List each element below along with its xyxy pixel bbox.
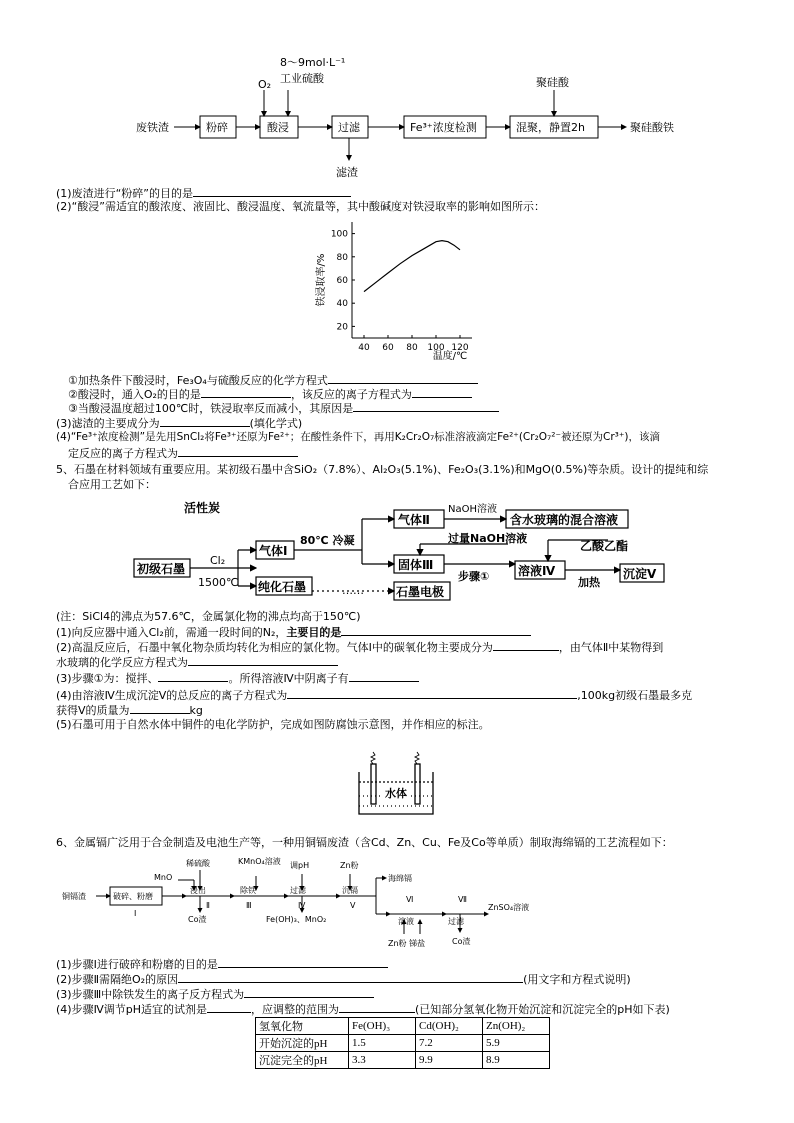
- flow2-graphite: 初级石墨: [137, 562, 186, 576]
- x-tick-label: 120: [451, 343, 469, 353]
- series-line: [364, 241, 460, 292]
- flow3-r7: Ⅶ: [458, 895, 467, 904]
- flow2-step: 步骤①: [458, 570, 490, 583]
- flow1-residue: 滤渣: [336, 166, 358, 179]
- flow1-step2: 酸浸: [267, 121, 289, 134]
- q6-intro: 6、金属镉广泛用于合金制造及电池生产等，一种用铜镉废渣（含Cd、Zn、Cu、Fe及Co等单质）制取海绵镉的工艺流程如下：: [56, 836, 673, 849]
- flow2-dots: ……: [342, 584, 364, 597]
- flow3-r2: Ⅱ: [206, 901, 210, 910]
- x-tick-label: 100: [427, 343, 445, 353]
- y-tick-label: 100: [330, 229, 348, 240]
- q6-part1: (1)步骤Ⅰ进行破碎和粉磨的目的是: [56, 957, 388, 971]
- flow2-glass: 含水玻璃的混合溶液: [510, 513, 619, 527]
- table-cell: 7.2: [416, 1035, 483, 1052]
- flow3-zn: Zn粉: [340, 861, 359, 870]
- flow2-sol4: 溶液Ⅳ: [518, 564, 556, 578]
- leaching-rate-chart: [312, 216, 482, 364]
- flow3-mno: MnO: [154, 873, 173, 882]
- flowchart-cadmium: [60, 852, 530, 960]
- q4-sub1: ①加热条件下酸浸时，Fe₃O₄与硫酸反应的化学方程式: [68, 373, 478, 387]
- q5-part2c: 水玻璃的化学反应方程式为: [56, 655, 338, 669]
- flow3-s6: 溶液: [398, 917, 414, 926]
- table-row: [256, 1035, 550, 1052]
- q4-part3: (3)滤渣的主要成分为 (填化学式): [56, 417, 303, 430]
- flow2-carbon: 活性炭: [184, 501, 221, 515]
- table-cell: 5.9: [483, 1035, 550, 1052]
- q4-part1: (1)废渣进行“粉碎”的目的是: [56, 186, 351, 200]
- flow1-input: 废铁渣: [136, 121, 169, 134]
- q4-part4b: 定反应的离子方程式为: [68, 446, 298, 460]
- q4-part2: (2)“酸浸”需适宜的酸浓度、液固比、酸浸温度、氧流量等，其中酸碱度对铁浸取率的影响如图所示：: [56, 200, 545, 213]
- q6-part3: (3)步骤Ⅲ中除铁发生的离子反方程式为: [56, 987, 374, 1001]
- flow2-naoh2: 过量NaOH溶液: [448, 532, 528, 545]
- q4-part4: (4)“Fe³⁺浓度检测”是先用SnCl₂将Fe³⁺还原为Fe²⁺；在酸性条件下，再用K₂Cr₂O₇标准溶液滴定Fe²⁺(Cr₂O₇²⁻被还原为Cr³⁺)，该滴: [56, 431, 661, 443]
- flow3-r1: Ⅰ: [134, 909, 137, 918]
- hydroxide-ph-table: [255, 1017, 550, 1069]
- y-tick-label: 80: [336, 252, 348, 263]
- flow2-electrode: 石墨电极: [396, 585, 445, 599]
- flow3-znso4: ZnSO₄溶液: [488, 903, 530, 912]
- flow2-cool: 80℃ 冷凝: [300, 534, 355, 547]
- x-tick-label: 60: [382, 343, 394, 353]
- flow3-fe: Fe(OH)₃、MnO₂: [266, 915, 327, 924]
- flow3-feed: 铜镉渣: [62, 892, 86, 901]
- q5-part4: (4)由溶液Ⅳ生成沉淀Ⅴ的总反应的离子方程式为 ,100kg初级石墨最多克: [56, 689, 693, 702]
- flow3-ph: 调pH: [290, 861, 310, 870]
- flow2-solid3: 固体Ⅲ: [398, 558, 434, 572]
- q4-sub2: ②酸浸时，通入O₂的目的是 ，该反应的离子方程式为: [68, 387, 472, 401]
- flow3-co2: Co渣: [452, 937, 471, 946]
- flow3-s7: 过滤: [448, 917, 464, 926]
- flow3-s5: 沉镉: [342, 886, 358, 895]
- flow2-prec5: 沉淀Ⅴ: [623, 567, 657, 581]
- flow1-additive: 聚硅酸: [536, 76, 569, 89]
- q5-part5: (5)石墨可用于自然水体中铜件的电化学防护，完成如图防腐蚀示意图，并作相应的标注。: [56, 718, 490, 731]
- flow3-znsalt: Zn粉 锑盐: [388, 939, 426, 948]
- flow1-output: 聚硅酸铁: [630, 121, 674, 134]
- flow3-s1: 破碎、粉磨: [113, 892, 153, 901]
- flow2-gas1: 气体Ⅰ: [259, 544, 288, 558]
- q5-part2: (2)高温反应后，石墨中氧化物杂质均转化为相应的氯化物。气体Ⅰ中的碳氧化物主要成分为 ，由气体Ⅱ中某物得到: [56, 641, 664, 654]
- flow3-h2so4: 稀硫酸: [186, 859, 210, 868]
- y-axis-label: 铁浸取率/%: [316, 253, 327, 307]
- flow2-pure: 纯化石墨: [258, 580, 307, 594]
- flow3-s3: 除铁: [240, 886, 256, 895]
- table-header-cell: Zn(OH)₂: [483, 1018, 550, 1035]
- q5-part3: (3)步骤①为：搅拌、 。所得溶液Ⅳ中阴离子有: [56, 671, 419, 685]
- y-tick-label: 20: [336, 322, 348, 333]
- cell-water-label: 水体: [385, 787, 407, 800]
- x-axis-label: 温度/℃: [432, 351, 468, 362]
- flow1-step1: 粉碎: [206, 121, 228, 134]
- flow1-conc: 8～9mol·L⁻¹: [280, 56, 346, 69]
- flow1-step5: 混聚，静置2h: [516, 121, 585, 134]
- flow1-o2: O₂: [258, 78, 272, 91]
- table-header-row: [256, 1018, 550, 1035]
- q5-part1: (1)向反应器中通入Cl₂前，需通一段时间的N₂，主要目的是: [56, 625, 531, 639]
- table-cell: 沉淀完全的pH: [256, 1052, 349, 1069]
- q6-part4: (4)步骤Ⅳ调节pH适宜的试剂是 ，应调整的范围为 (已知部分氢氧化物开始沉淀和沉淀完全的pH如下表): [56, 1003, 670, 1016]
- flow3-kmno4: KMnO₄溶液: [238, 857, 281, 866]
- table-header-cell: 氢氧化物: [256, 1018, 349, 1035]
- table-row: [256, 1052, 550, 1069]
- table-cell: 8.9: [483, 1052, 550, 1069]
- flow3-r4: Ⅳ: [298, 901, 306, 910]
- corrosion-protection-diagram: [355, 752, 437, 818]
- flow3-r5: Ⅴ: [350, 901, 356, 910]
- table-cell: 9.9: [416, 1052, 483, 1069]
- flowchart-poly-silicate-iron: [120, 52, 700, 187]
- flow3-s2: 浸出: [190, 886, 206, 895]
- table-header-cell: Cd(OH)₂: [416, 1018, 483, 1035]
- flow1-step4: Fe³⁺浓度检测: [410, 121, 477, 134]
- flow2-cl2: Cl₂: [210, 554, 226, 567]
- table-cell: 3.3: [349, 1052, 416, 1069]
- flow2-temp: 1500℃: [198, 576, 239, 589]
- q5-part4c: 获得Ⅴ的质量为 kg: [56, 704, 203, 717]
- q4-sub3: ③当酸浸温度超过100℃时，铁浸取率反而减小，其原因是: [68, 401, 499, 415]
- flow3-sponge: 海绵镉: [388, 874, 412, 883]
- flow3-r3: Ⅲ: [246, 901, 252, 910]
- flow2-heat: 加热: [578, 576, 600, 589]
- flowchart-graphite: [128, 500, 678, 604]
- q5-note: (注：SiCl4的沸点为57.6℃，金属氯化物的沸点均高于150℃): [56, 610, 361, 623]
- table-header-cell: Fe(OH)₃: [349, 1018, 416, 1035]
- q6-part2: (2)步骤Ⅱ需隔绝O₂的原因 (用文字和方程式说明): [56, 973, 631, 986]
- flow1-acid: 工业硫酸: [280, 72, 324, 85]
- flow2-gas2: 气体Ⅱ: [398, 513, 430, 527]
- flow1-step3: 过滤: [338, 121, 360, 134]
- flow3-s4: 过滤: [290, 886, 306, 895]
- y-tick-label: 60: [336, 276, 348, 286]
- table-cell: 开始沉淀的pH: [256, 1035, 349, 1052]
- flow2-naoh1: NaOH溶液: [448, 504, 497, 515]
- table-cell: 1.5: [349, 1035, 416, 1052]
- flow3-co: Co渣: [188, 915, 207, 924]
- q5-intro1: 5、石墨在材料领域有重要应用。某初级石墨中含SiO₂（7.8%）、Al₂O₃(5.1%)、Fe₂O₃(3.1%)和MgO(0.5%)等杂质。设计的提纯和综: [56, 463, 709, 476]
- flow2-ester: 乙酸乙酯: [580, 539, 629, 553]
- q5-intro2: 合应用工艺如下：: [68, 478, 156, 491]
- flow3-r6: Ⅵ: [406, 895, 414, 904]
- x-tick-label: 40: [358, 343, 370, 353]
- y-tick-label: 40: [336, 299, 348, 310]
- x-tick-label: 80: [406, 343, 418, 353]
